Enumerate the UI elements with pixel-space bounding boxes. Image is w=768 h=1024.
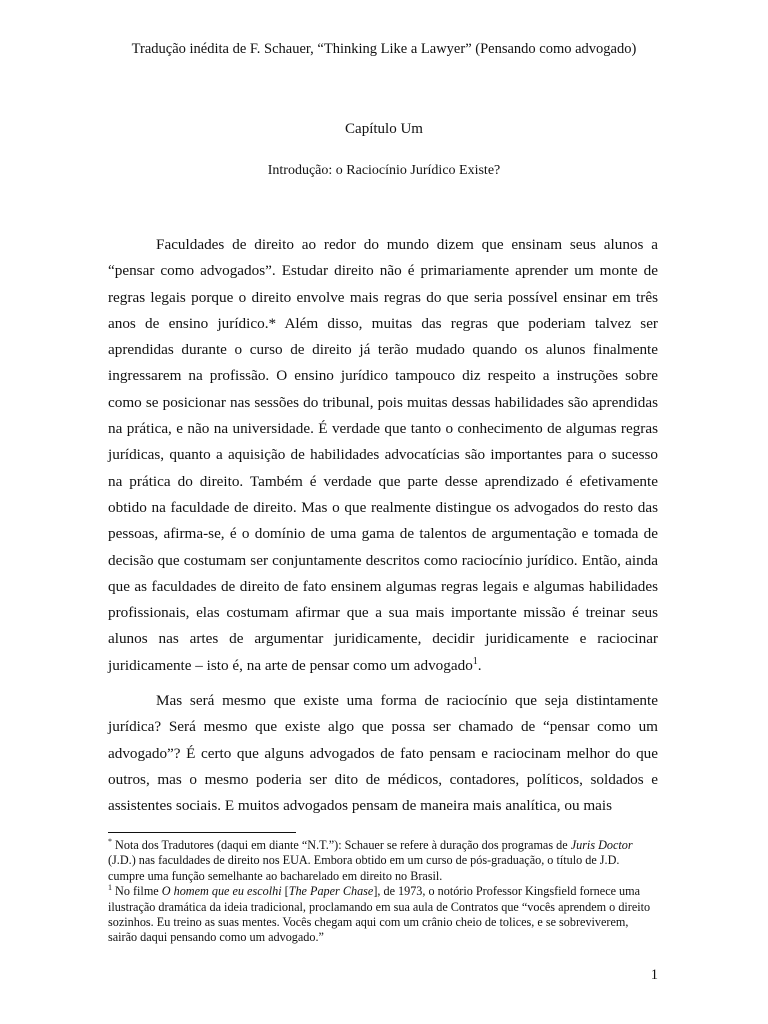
footnotes	[108, 838, 658, 946]
paragraph	[108, 688, 658, 819]
footnote-text: Nota dos Tradutores (daqui em diante “N.T.”): Schauer se refere à duração dos programas de	[112, 838, 571, 852]
footnote-separator	[108, 832, 296, 833]
footnote-marker: 1	[108, 883, 112, 893]
footnote-italic-text: O homem que eu escolhi	[161, 884, 282, 899]
paragraph-text: Mas será mesmo que existe uma forma de raciocínio que seja distintamente jurídica? Será mesmo que existe algo que possa ser chamado de “pensar como um advogado”? É certo que alguns advogados de fato pensam e raciocinam melhor do que outros, mas o mesmo poderia ser dito de médicos, contadores, políticos, soldados e assistentes sociais. E muitos advogados pensam de maneira mais analítica, ou mais	[108, 692, 658, 815]
chapter-subtitle: Introdução: o Raciocínio Jurídico Existe?	[267, 163, 501, 178]
paragraph	[108, 232, 658, 679]
paragraph-text: Faculdades de direito ao redor do mundo dizem que ensinam seus alunos a “pensar como advogados”. Estudar direito não é primariamente aprender um monte de regras legais porque o direito envolve mais regras do que seria possível ensinar em três anos de ensino jurídico.* Além disso, muitas das regras que poderiam talvez ser aprendidas durante o curso de direito já terão mudado quando os alunos finalmente ingressarem na profissão. O ensino jurídico tampouco diz respeito a instruções sobre como se posicionar nas sessões do tribunal, pois muitas dessas habilidades são aprendidas na prática, e não na universidade. É verdade que tanto o conhecimento de algumas regras jurídicas, quanto a aquisição de habilidades advocatícias são importantes para o sucesso na prática do direito. Também é verdade que parte desse aprendizado é efetivamente obtido na faculdade de direito. Mas o que realmente distingue os advogados do resto das pessoas, afirma-se, é o domínio de uma gama de talentos de argumentação e tomada de decisão que costumam ser conjuntamente descritos como raciocínio jurídico. Então, ainda que as faculdades de direito de fato ensinem algumas regras legais e algumas habilidades profissionais, elas costumam afirmar que a sua mais importante missão é treinar seus alunos nas artes de argumentar juridicamente, decidir juridicamente e raciocinar juridicamente – isto é, na arte de pensar como um advogado	[108, 236, 658, 674]
footnote-italic-text: Juris Doctor	[570, 838, 633, 852]
paragraph-end: .	[477, 656, 482, 674]
footnote-reference[interactable]: 1	[472, 655, 478, 667]
chapter-title: Capítulo Um	[345, 121, 423, 137]
footnote-text: [	[281, 884, 289, 899]
footnote-text: (J.D.) nas faculdades de direito nos EUA. Embora obtido em um curso de pós-graduação, o título de J.D. cumpre uma função semelhante ao bacharelado em direito no Brasil.	[108, 853, 620, 883]
footnote-marker: *	[108, 836, 112, 846]
body-text	[108, 232, 658, 820]
footnote-text: No filme	[112, 884, 162, 899]
footnote-italic-text: The Paper Chase	[288, 884, 374, 899]
footnote	[108, 838, 658, 884]
page-number: 1	[650, 967, 658, 983]
running-header: Tradução inédita de F. Schauer, “Thinking Like a Lawyer” (Pensando como advogado)	[131, 41, 637, 57]
footnote-text: ], de 1973, o notório Professor Kingsfield fornece uma ilustração dramática da ideia tradicional, proclamando em sua aula de Contratos que “vocês aprendem o direito sozinhos. Eu treino as suas mentes. Vocês chegam aqui com um crânio cheio de tolices, e se sobreviverem, sairão daqui pensando como um advogado.”	[108, 884, 651, 945]
footnote	[108, 884, 658, 946]
